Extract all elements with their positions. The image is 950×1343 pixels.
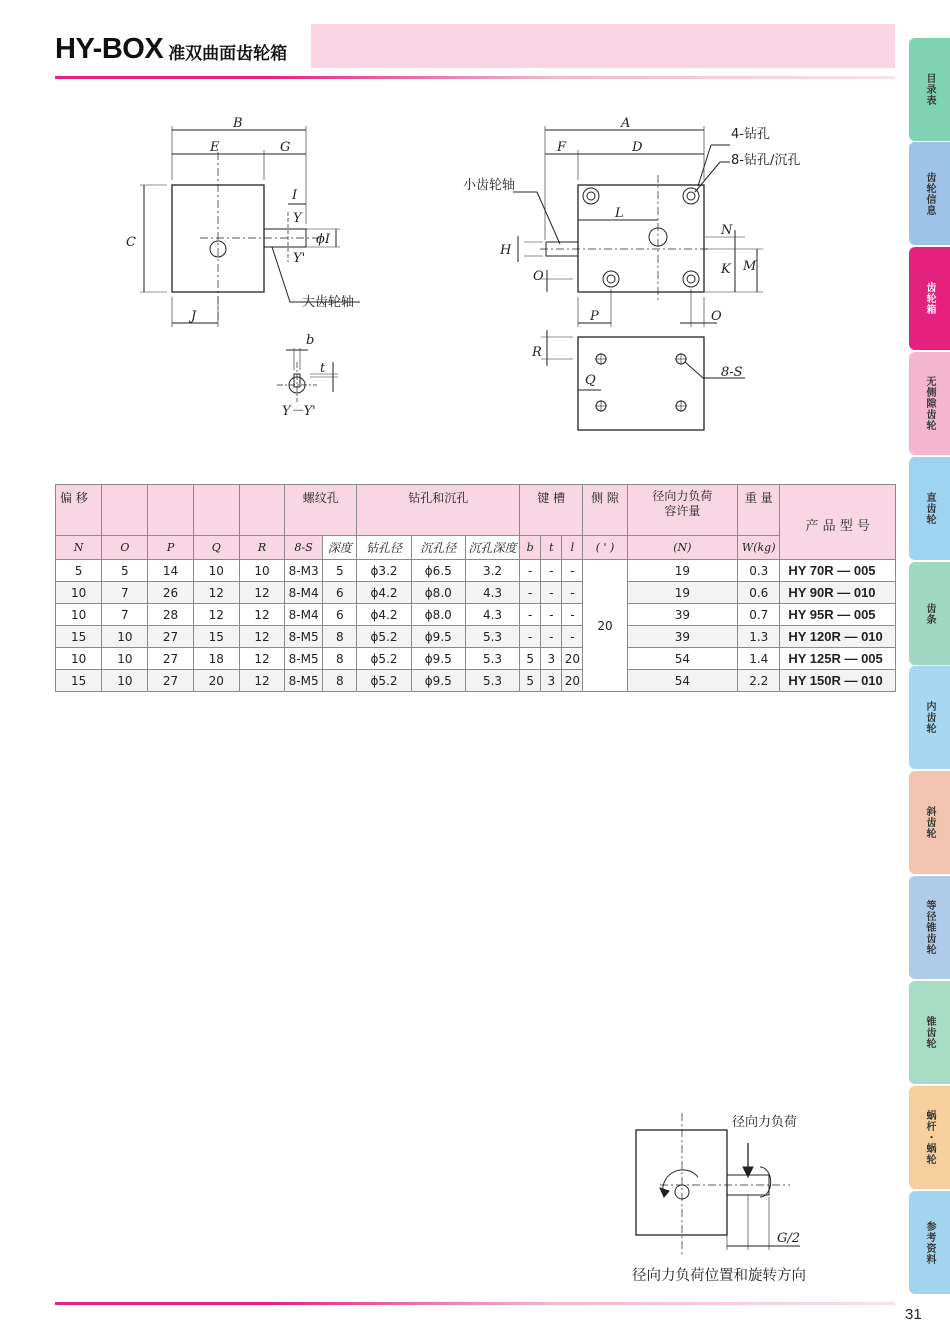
side-tab-1[interactable]: [909, 142, 950, 245]
cell-weight: 2.2: [738, 670, 780, 692]
th-load-unit: (N): [627, 536, 738, 560]
cell-drill: ϕ3.2: [357, 560, 411, 582]
dim-P: P: [590, 309, 599, 324]
load-diagram: [620, 1105, 820, 1260]
load-label: 径向力负荷: [732, 1115, 798, 1130]
cell-t: -: [541, 626, 562, 648]
table-row: [56, 670, 896, 692]
th-t: t: [541, 536, 562, 560]
cell-Q: 12: [193, 604, 239, 626]
cell-weight: 1.4: [738, 648, 780, 670]
cell-drill: ϕ4.2: [357, 582, 411, 604]
th-weight: 重 量: [738, 485, 780, 536]
cell-cb: ϕ6.5: [411, 560, 465, 582]
cell-b: -: [520, 582, 541, 604]
cell-cb: ϕ9.5: [411, 648, 465, 670]
cell-S: 8-M5: [285, 626, 323, 648]
cell-Q: 10: [193, 560, 239, 582]
cell-N: 15: [56, 626, 102, 648]
th-S: 8-S: [285, 536, 323, 560]
cell-R: 12: [239, 604, 284, 626]
footer-rule: [55, 1302, 895, 1305]
cell-model: HY 95R — 005: [780, 604, 896, 626]
th-R: R: [239, 536, 284, 560]
cell-cb: ϕ8.0: [411, 604, 465, 626]
dim-L: L: [615, 206, 624, 221]
cell-depth: 5: [323, 560, 357, 582]
cell-cb: ϕ9.5: [411, 626, 465, 648]
title-sub: 准双曲面齿轮箱: [168, 43, 288, 64]
cell-model: HY 70R — 005: [780, 560, 896, 582]
cell-t: -: [541, 604, 562, 626]
side-tab-11[interactable]: [909, 1191, 950, 1294]
cell-load: 54: [627, 670, 738, 692]
cell-model: HY 90R — 010: [780, 582, 896, 604]
cell-b: -: [520, 604, 541, 626]
dim-J: J: [191, 309, 197, 324]
cell-R: 12: [239, 582, 284, 604]
cell-b: -: [520, 560, 541, 582]
side-tab-label: 齿条: [924, 602, 935, 625]
cell-cb_depth: 5.3: [465, 670, 519, 692]
cell-weight: 0.7: [738, 604, 780, 626]
cell-load: 19: [627, 560, 738, 582]
cell-R: 12: [239, 648, 284, 670]
cell-depth: 8: [323, 670, 357, 692]
dim-Y: Y: [293, 211, 302, 226]
cell-O: 7: [102, 582, 148, 604]
cell-model: HY 120R — 010: [780, 626, 896, 648]
dim-B: B: [233, 116, 243, 131]
side-tab-label: 锥齿轮: [924, 1016, 935, 1049]
dim-H: H: [500, 243, 512, 258]
cell-drill: ϕ5.2: [357, 648, 411, 670]
th-N: N: [56, 536, 102, 560]
table-row: [56, 582, 896, 604]
table-row: [56, 604, 896, 626]
th-P: P: [148, 536, 193, 560]
cell-l: -: [562, 560, 583, 582]
callout-small-shaft: 小齿轮轴: [463, 178, 516, 193]
th-drill-dia: 钻孔径: [357, 536, 411, 560]
th-drill: 钻孔和沉孔: [357, 485, 520, 536]
side-tab-9[interactable]: [909, 981, 950, 1084]
cell-cb: ϕ9.5: [411, 670, 465, 692]
cell-O: 7: [102, 604, 148, 626]
cell-l: -: [562, 626, 583, 648]
cell-b: 5: [520, 670, 541, 692]
cell-O: 10: [102, 670, 148, 692]
cell-load: 54: [627, 648, 738, 670]
dim-t: t: [320, 361, 326, 376]
th-O: O: [102, 536, 148, 560]
dim-M: M: [743, 259, 757, 274]
side-tab-8[interactable]: [909, 876, 950, 979]
cell-weight: 0.6: [738, 582, 780, 604]
dim-O-left: O: [533, 269, 544, 284]
table-row: [56, 560, 896, 582]
cell-b: -: [520, 626, 541, 648]
th-depth: 深度: [323, 536, 357, 560]
cell-load: 19: [627, 582, 738, 604]
th-offset: 偏 移: [56, 485, 102, 536]
dim-I: I: [292, 188, 298, 203]
cell-R: 10: [239, 560, 284, 582]
cell-N: 5: [56, 560, 102, 582]
dim-b: b: [306, 333, 315, 348]
cell-cb_depth: 4.3: [465, 582, 519, 604]
cell-cb_depth: 4.3: [465, 604, 519, 626]
cell-S: 8-M5: [285, 648, 323, 670]
cell-cb_depth: 5.3: [465, 648, 519, 670]
cell-P: 27: [148, 626, 193, 648]
cell-N: 10: [56, 582, 102, 604]
cell-t: 3: [541, 670, 562, 692]
cell-model: HY 150R — 010: [780, 670, 896, 692]
th-weight-unit: W(kg): [738, 536, 780, 560]
callout-4-holes: 4-钻孔: [731, 127, 770, 142]
table-row: [56, 648, 896, 670]
cell-O: 5: [102, 560, 148, 582]
side-tab-label: 齿轮信息: [924, 171, 935, 216]
cell-Q: 15: [193, 626, 239, 648]
cell-S: 8-M4: [285, 582, 323, 604]
side-tab-label: 蜗杆・蜗轮: [924, 1110, 935, 1165]
title-main: HY-BOX: [55, 32, 164, 65]
th-Q: Q: [193, 536, 239, 560]
cell-O: 10: [102, 626, 148, 648]
cell-S: 8-M5: [285, 670, 323, 692]
th-key: 键 槽: [520, 485, 583, 536]
dim-E: E: [210, 140, 220, 155]
dim-G: G: [280, 140, 291, 155]
cell-depth: 6: [323, 604, 357, 626]
cell-Q: 20: [193, 670, 239, 692]
drawing-left: [110, 112, 380, 432]
cell-b: 5: [520, 648, 541, 670]
drawing-right: [455, 112, 825, 442]
side-tab-2[interactable]: [909, 247, 950, 350]
page-number: 31: [905, 1306, 922, 1323]
dim-Yp: Y': [293, 251, 306, 266]
th-backlash: 侧 隙: [583, 485, 627, 536]
dim-D: D: [632, 140, 643, 155]
cell-S: 8-M3: [285, 560, 323, 582]
title-rule: [55, 76, 895, 79]
dim-K: K: [721, 262, 731, 277]
side-tab-0[interactable]: [909, 38, 950, 141]
cell-t: -: [541, 582, 562, 604]
cell-weight: 1.3: [738, 626, 780, 648]
cell-drill: ϕ4.2: [357, 604, 411, 626]
th-backlash-unit: ( ' ): [583, 536, 627, 560]
cell-N: 10: [56, 604, 102, 626]
cell-depth: 8: [323, 648, 357, 670]
cell-load: 39: [627, 626, 738, 648]
dim-O-right: O: [711, 309, 722, 324]
cell-P: 28: [148, 604, 193, 626]
cell-load: 39: [627, 604, 738, 626]
dim-A: A: [621, 116, 631, 131]
side-tab-3[interactable]: [909, 352, 950, 455]
cell-l: -: [562, 604, 583, 626]
load-diagram-caption: 径向力负荷位置和旋转方向: [632, 1268, 806, 1284]
th-cb-depth: 沉孔深度: [465, 536, 519, 560]
cell-R: 12: [239, 626, 284, 648]
cell-cb: ϕ8.0: [411, 582, 465, 604]
dim-R: R: [532, 345, 542, 360]
title-band: [311, 24, 895, 68]
cell-backlash: 20: [583, 560, 627, 692]
th-thread: 螺纹孔: [285, 485, 357, 536]
cell-t: 3: [541, 648, 562, 670]
cell-N: 15: [56, 670, 102, 692]
section-yy: Y－Y': [282, 404, 316, 419]
cell-drill: ϕ5.2: [357, 626, 411, 648]
th-b: b: [520, 536, 541, 560]
cell-t: -: [541, 560, 562, 582]
side-tab-label: 齿轮箱: [924, 282, 935, 315]
side-tab-label: 目录表: [924, 73, 935, 106]
cell-l: 20: [562, 670, 583, 692]
side-tab-4[interactable]: [909, 457, 950, 560]
side-tab-7[interactable]: [909, 771, 950, 874]
cell-N: 10: [56, 648, 102, 670]
th-radial-load: 径向力负荷 容许量: [627, 485, 738, 536]
cell-P: 14: [148, 560, 193, 582]
cell-P: 27: [148, 670, 193, 692]
callout-8-S: 8-S: [721, 365, 743, 380]
cell-drill: ϕ5.2: [357, 670, 411, 692]
cell-R: 12: [239, 670, 284, 692]
cell-l: -: [562, 582, 583, 604]
side-tab-label: 参考资料: [924, 1220, 935, 1265]
th-l: l: [562, 536, 583, 560]
side-tab-label: 等径锥齿轮: [924, 900, 935, 955]
dim-G2: G/2: [777, 1231, 801, 1246]
cell-cb_depth: 3.2: [465, 560, 519, 582]
cell-P: 27: [148, 648, 193, 670]
dim-C: C: [126, 235, 136, 250]
cell-cb_depth: 5.3: [465, 626, 519, 648]
dim-F: F: [557, 140, 567, 155]
page-title: [55, 24, 287, 74]
large-shaft-callout: 大齿轮轴: [302, 295, 355, 310]
side-tab-5[interactable]: [909, 562, 950, 665]
side-tab-label: 直齿轮: [924, 492, 935, 525]
dim-N: N: [721, 223, 733, 238]
cell-P: 26: [148, 582, 193, 604]
side-tab-label: 斜齿轮: [924, 806, 935, 839]
cell-l: 20: [562, 648, 583, 670]
dim-phiI: ϕI: [316, 232, 330, 247]
cell-depth: 6: [323, 582, 357, 604]
th-model: 产 品 型 号: [780, 485, 896, 560]
cell-depth: 8: [323, 626, 357, 648]
cell-O: 10: [102, 648, 148, 670]
side-tab-label: 无侧隙齿轮: [924, 376, 935, 431]
th-cb-dia: 沉孔径: [411, 536, 465, 560]
dim-Q: Q: [585, 373, 596, 388]
cell-Q: 18: [193, 648, 239, 670]
table-row: [56, 626, 896, 648]
cell-weight: 0.3: [738, 560, 780, 582]
side-tab-label: 内齿轮: [924, 701, 935, 734]
cell-Q: 12: [193, 582, 239, 604]
side-tab-6[interactable]: [909, 666, 950, 769]
side-tab-10[interactable]: [909, 1086, 950, 1189]
cell-model: HY 125R — 005: [780, 648, 896, 670]
cell-S: 8-M4: [285, 604, 323, 626]
callout-8-holes: 8-钻孔/沉孔: [731, 153, 801, 168]
spec-table: [55, 484, 896, 692]
